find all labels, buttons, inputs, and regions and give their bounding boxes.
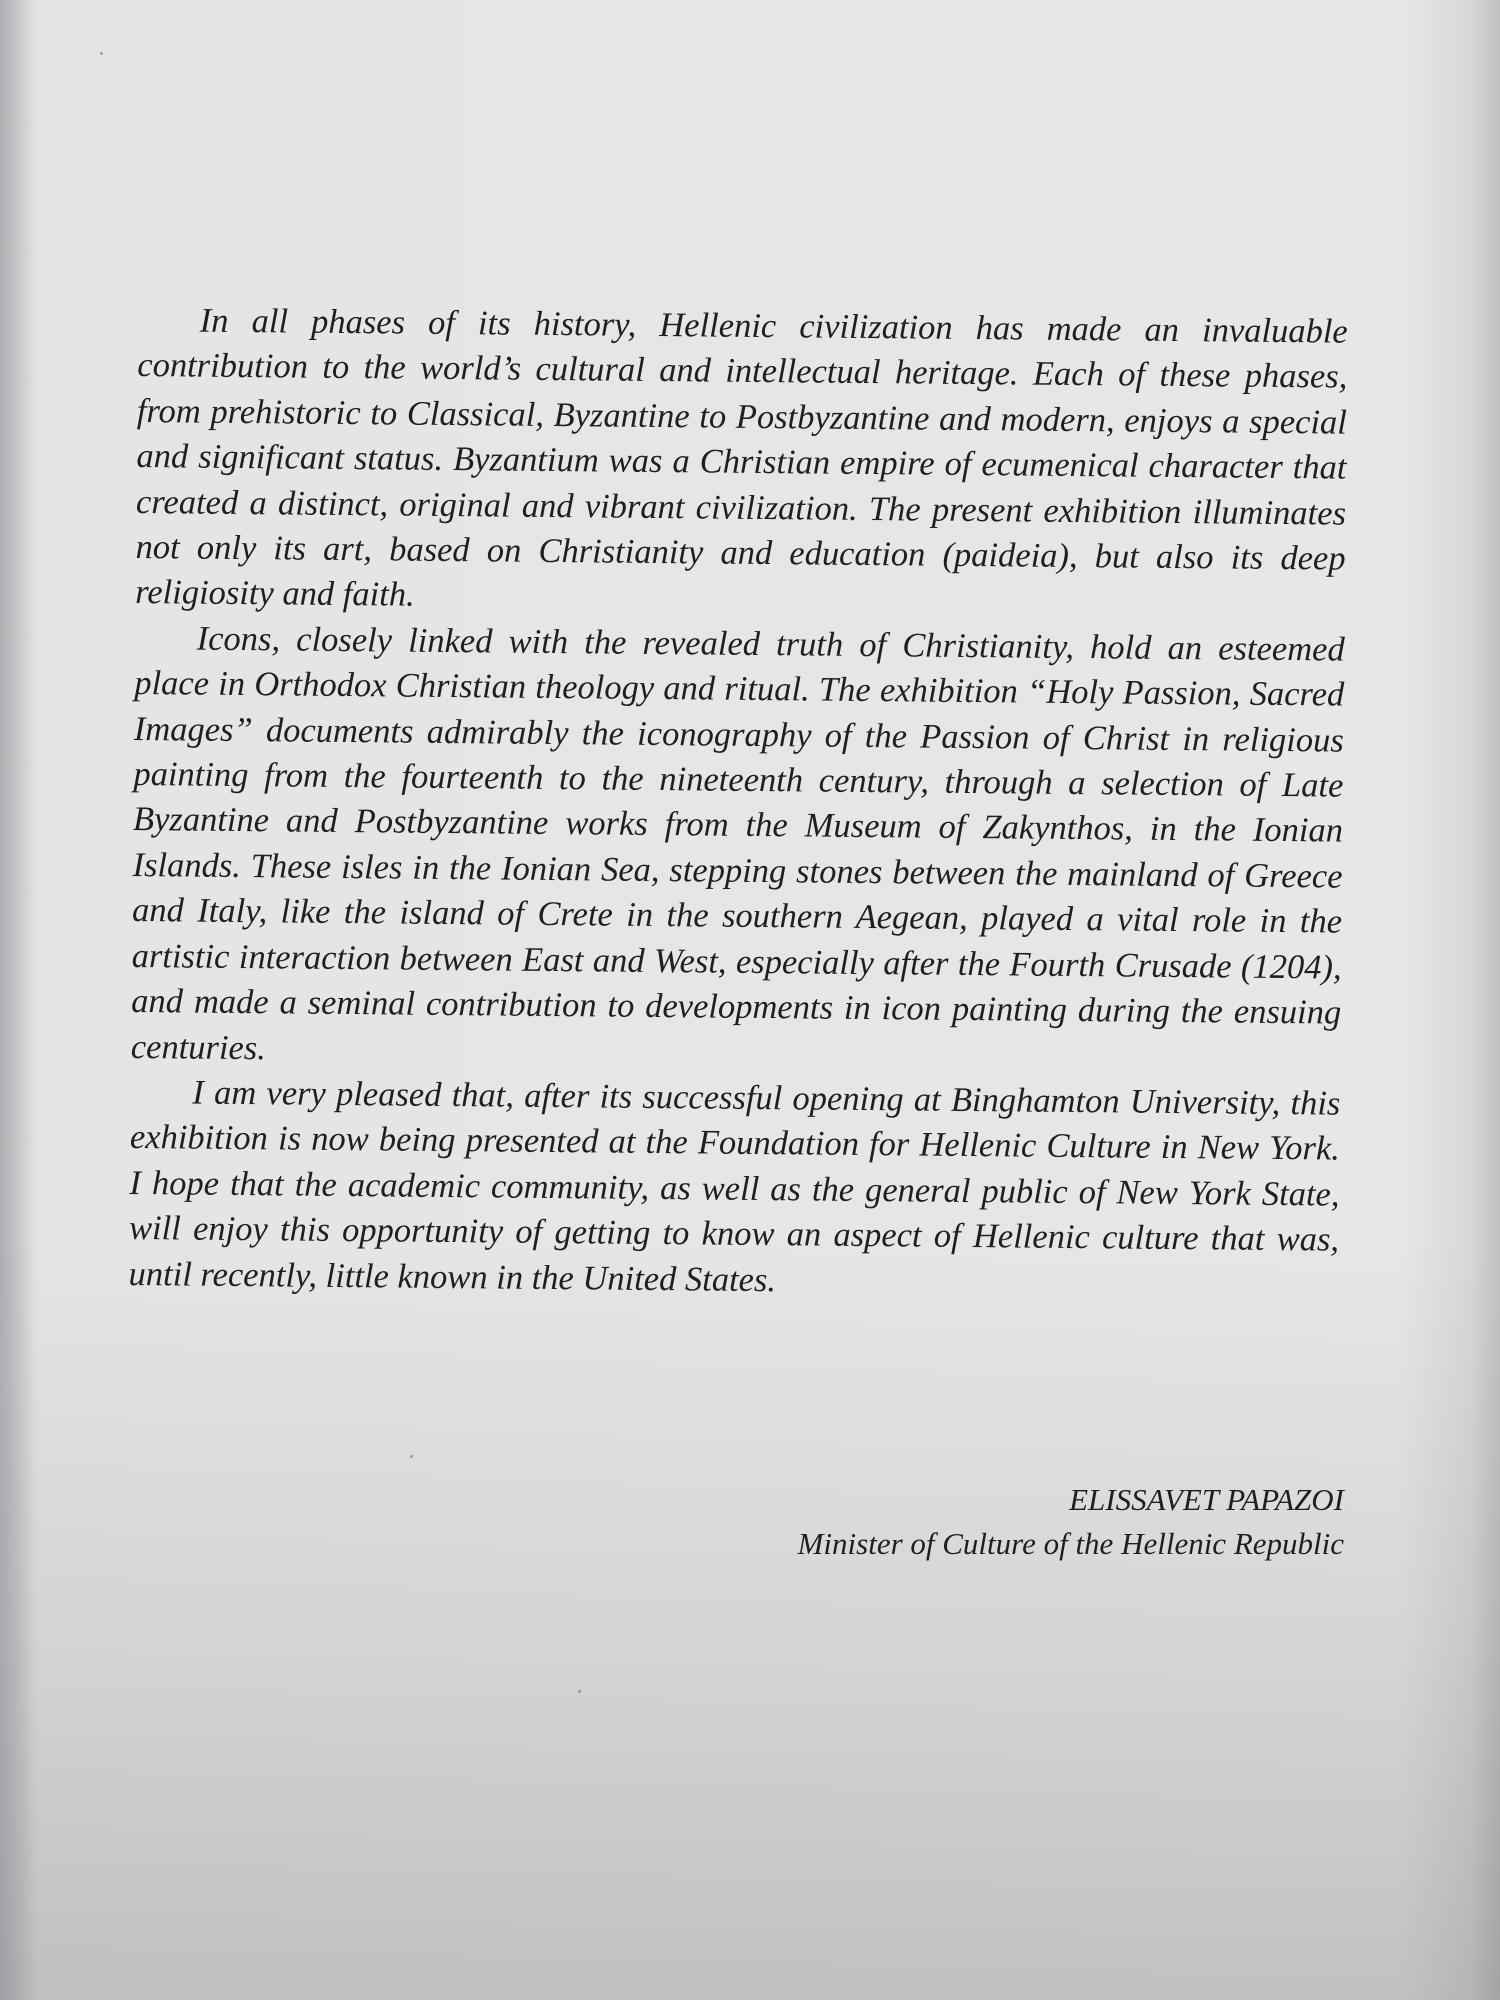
dust-speck [578, 1690, 581, 1693]
dust-speck [100, 52, 103, 55]
paragraph-1: In all phases of its history, Hellenic civilization has made an invaluable contribution to the world’s cultural and intellectual heritage. Each of these phases, from prehistoric to Classical, Byzantine to Postbyzantine and modern, enjoys a special and significant status. Byzantium was a Christian empire of ecumenical character that created a distinct, original and vibrant civilization. The present exhibition illuminates not only its art, based on Christianity and education (paideia), but also its deep religiosity and faith. [134, 301, 1348, 615]
dust-speck [410, 1455, 413, 1458]
page-edge-shadow [0, 0, 34, 2000]
signature-block [798, 1478, 1344, 1566]
paragraph-3: I am very pleased that, after its successful opening at Binghamton University, this exhibition is now being presented at the Foundation for Hellenic Culture in New York. I hope that the academic community, as well as the general public of New York State, will enjoy this opportunity of getting to know an aspect of Hellenic culture that was, until recently, little known in the United States. [128, 1073, 1341, 1299]
signatory-title: Minister of Culture of the Hellenic Republic [797, 1526, 1344, 1561]
paragraph-2: Icons, closely linked with the revealed truth of Christianity, hold an esteemed place in Orthodox Christian theology and ritual. The exhibition “Holy Passion, Sacred Images” documents admirably the iconography of the Passion of Christ in religious painting from the fourteenth to the nineteenth century, through a selection of Late Byzantine and Postbyzantine works from the Museum of Zakynthos, in the Ionian Islands. These isles in the Ionian Sea, stepping stones between the mainland of Greece and Italy, like the island of Crete in the southern Aegean, played a vital role in the artistic interaction between East and West, especially after the Fourth Crusade (1204), and made a seminal contribution to developments in icon painting during the ensuing centuries. [130, 619, 1345, 1067]
foreword-text [128, 298, 1348, 1309]
signatory-name: ELISSAVET PAPAZOI [1069, 1482, 1344, 1517]
